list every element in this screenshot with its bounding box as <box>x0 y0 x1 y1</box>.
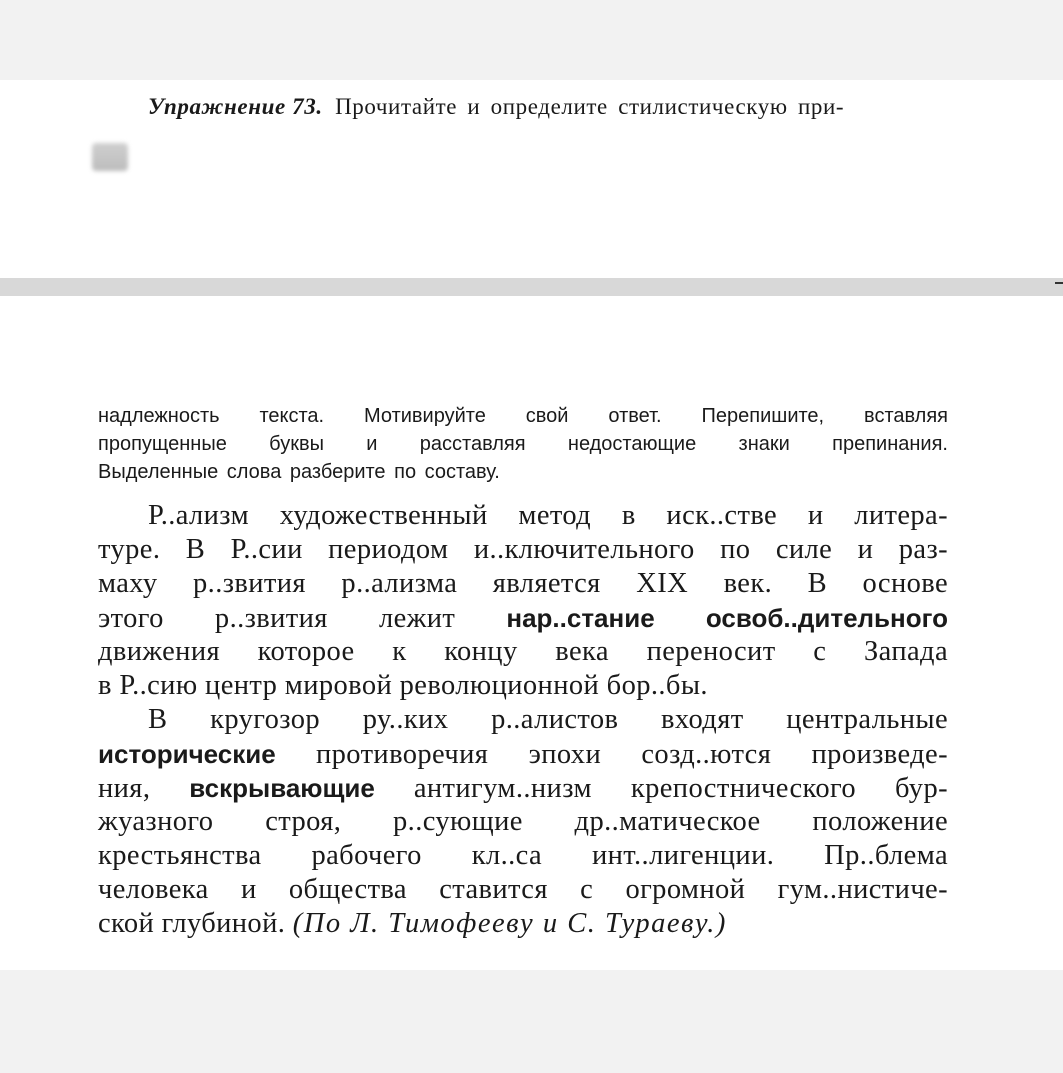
text-line-9 <box>98 771 948 806</box>
instruction-line-1: надлежность текста. Мотивируйте свой ответ. Перепишите, вставляя <box>98 405 948 427</box>
exercise-label: Упражнение 73. <box>148 94 323 119</box>
text-line-9-rest: антигум..низм крепостнического бур- <box>374 773 948 804</box>
text-line-1: Р..ализм художественный метод в иск..стве и литера- <box>148 500 948 531</box>
bold-word-vskryvayushchie: вскрывающие <box>189 773 375 803</box>
blurred-mark <box>92 143 128 171</box>
text-line-10: жуазного строя, р..сующие др..матическое положение <box>98 806 948 837</box>
text-line-4 <box>98 601 948 636</box>
exercise-header-text: Прочитайте и определите стилистическую при- <box>335 94 845 119</box>
text-line-6: в Р..сию центр мировой революционной бор..бы. <box>98 670 708 701</box>
text-line-8 <box>98 737 948 772</box>
text-line-11: крестьянства рабочего кл..са инт..лигенции. Пр..блема <box>98 840 948 871</box>
text-line-9-start: ния, <box>98 773 190 804</box>
bold-word-narastanie: нар..стание <box>506 603 655 633</box>
text-line-8-rest: противоречия эпохи созд..ются произведе- <box>275 739 948 770</box>
edge-tick-mark <box>1055 282 1063 284</box>
text-line-12: человека и общества ставится с огромной гум..нистиче- <box>98 874 948 905</box>
text-line-4-start: этого р..звития лежит <box>98 603 507 634</box>
page-gap-band <box>0 278 1063 296</box>
exercise-header <box>148 94 844 120</box>
bold-word-osvoboditelnogo: освоб..дительного <box>705 603 948 633</box>
text-line-2: туре. В Р..сии периодом и..ключительного по силе и раз- <box>98 534 948 565</box>
source-citation: (По Л. Тимофееву и С. Тураеву.) <box>292 908 727 939</box>
instruction-line-2: пропущенные буквы и расставляя недостающие знаки препинания. <box>98 433 948 455</box>
bold-word-istoricheskie: исторические <box>98 739 276 769</box>
text-line-3: маху р..звития р..ализма является XIX век. В основе <box>98 568 948 599</box>
text-line-13 <box>98 907 727 941</box>
text-line-7: В кругозор ру..ких р..алистов входят центральные <box>148 704 948 735</box>
text-line-13-start: ской глубиной. <box>98 908 293 939</box>
text-line-5: движения которое к концу века переносит с Запада <box>98 636 948 667</box>
instruction-line-3: Выделенные слова разберите по составу. <box>98 461 500 483</box>
